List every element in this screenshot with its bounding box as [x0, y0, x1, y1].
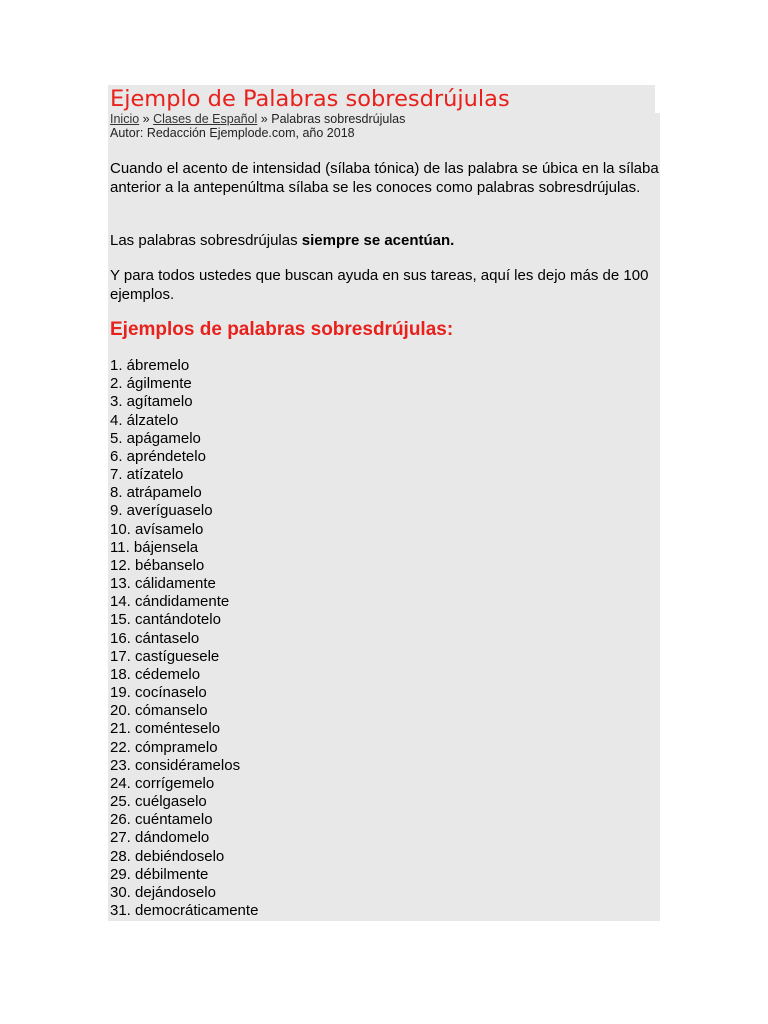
list-item: 16. cántaselo	[110, 629, 200, 647]
list-item: 27. dándomelo	[110, 829, 210, 847]
list-item: 9. averíguaselo	[110, 502, 213, 520]
list-item: 5. apágamelo	[110, 429, 201, 447]
breadcrumb-separator: »	[257, 112, 272, 126]
list-item: 25. cuélgaselo	[110, 793, 207, 811]
list-item: 18. cédemelo	[110, 665, 201, 683]
list-item: 4. álzatelo	[110, 411, 179, 429]
page-title: Ejemplo de Palabras sobresdrújulas	[110, 86, 510, 112]
list-item: 22. cómpramelo	[110, 738, 218, 756]
list-item: 13. cálidamente	[110, 575, 216, 593]
breadcrumb-separator: »	[139, 112, 154, 126]
examples-intro-paragraph: Y para todos ustedes que buscan ayuda en sus tareas, aquí les dejo más de 100 ejemplos.	[110, 267, 649, 303]
breadcrumb-link-category[interactable]: Clases de Español	[153, 112, 258, 126]
list-item: 29. débilmente	[110, 865, 209, 883]
breadcrumb-current: Palabras sobresdrújulas	[271, 112, 406, 126]
list-item: 30. dejándoselo	[110, 883, 216, 901]
list-item: 6. apréndetelo	[110, 447, 206, 465]
list-item: 11. bájensela	[110, 538, 199, 556]
section-heading: Ejemplos de palabras sobresdrújulas:	[110, 319, 454, 340]
list-item: 2. ágilmente	[110, 375, 192, 393]
rule-text: Las palabras sobresdrújulas	[110, 232, 302, 249]
list-item: 24. corrígemelo	[110, 774, 215, 792]
rule-emphasis: siempre se acentúan.	[301, 232, 455, 249]
list-item: 17. castíguesele	[110, 647, 220, 665]
list-item: 23. considéramelos	[110, 756, 241, 774]
list-item: 19. cocínaselo	[110, 684, 207, 702]
list-item: 1. ábremelo	[110, 357, 190, 374]
breadcrumb	[110, 112, 405, 127]
list-item: 3. agítamelo	[110, 393, 193, 411]
list-item: 10. avísamelo	[110, 520, 204, 538]
intro-paragraph: Cuando el acento de intensidad (sílaba tónica) de las palabra se úbica en la sílaba anterior a la antepenúltma sílaba se les conoces como palabras sobresdrújulas.	[110, 160, 659, 196]
list-item: 26. cuéntamelo	[110, 811, 213, 829]
breadcrumb-link-home[interactable]: Inicio	[110, 112, 140, 126]
list-item: 8. atrápamelo	[110, 484, 202, 502]
list-item: 31. democráticamente	[110, 902, 259, 920]
rule-paragraph	[110, 232, 660, 251]
list-item: 20. cómanselo	[110, 702, 208, 720]
list-item: 15. cantándotelo	[110, 611, 221, 629]
list-item: 12. bébanselo	[110, 556, 205, 574]
list-item: 28. debiéndoselo	[110, 847, 225, 865]
list-item: 14. cándidamente	[110, 593, 230, 611]
author-line: Autor: Redacción Ejemplode.com, año 2018	[110, 126, 355, 140]
list-item: 21. coménteselo	[110, 720, 221, 738]
list-item: 7. atízatelo	[110, 466, 184, 484]
examples-list	[110, 357, 258, 920]
